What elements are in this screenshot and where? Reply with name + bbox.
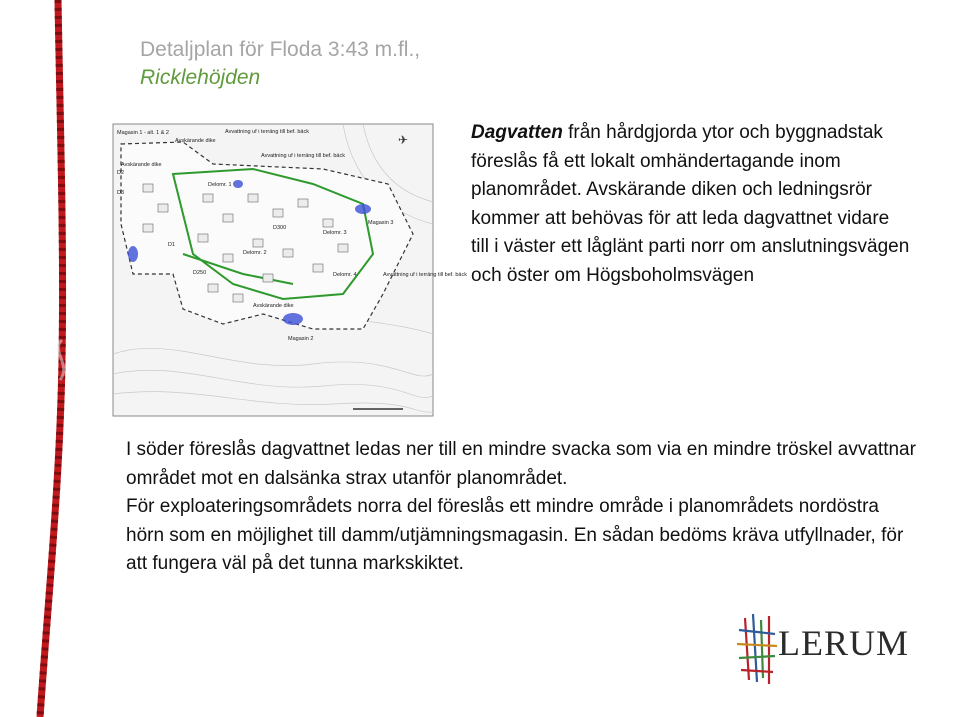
north-arrow-icon: ✈	[398, 133, 409, 147]
map-label: D2	[117, 170, 125, 176]
paragraph-north: För exploateringsområdets norra del föreslås ett mindre område i planområdets nordöstra hörn som en möjlighet till damm/utjämningsmagasin. En sådan bedöms kräva utfyllnader, för att fungera väl på det tunna markskiktet.	[126, 496, 904, 574]
map-label: D3	[117, 190, 125, 196]
map-label: Avskärande dike	[253, 303, 294, 309]
map-label: D300	[273, 225, 287, 231]
map-label: Magasin 3	[368, 220, 394, 226]
dagvatten-heading: Dagvatten	[471, 122, 563, 143]
bottom-description	[126, 436, 916, 579]
map-label: Delomr. 4	[333, 272, 357, 278]
detail-plan-map	[113, 124, 467, 416]
map-label: Avvattning uf i terräng till bef. bäck	[383, 272, 467, 278]
paragraph-south: I söder föreslås dagvattnet ledas ner till en mindre svacka som via en mindre tröskel avvattnar området mot en dalsänka strax utanför planområdet.	[126, 439, 916, 489]
map-label: Magasin 1 - alt. 1 & 2	[117, 130, 169, 136]
map-label: Delomr. 1	[208, 182, 232, 188]
map-label: Avskärande dike	[175, 138, 216, 144]
map-label: D250	[193, 270, 207, 276]
slide-title	[140, 36, 420, 92]
map-label: Delomr. 3	[323, 230, 347, 236]
map-label: Avskärande dike	[121, 162, 162, 168]
title-line-1: Detaljplan för Floda 3:43 m.fl.,	[140, 38, 421, 61]
map-label: Avvattning uf i terräng till bef. bäck	[261, 153, 345, 159]
map-label: D1	[168, 242, 176, 248]
map-label: Avvattning uf i terräng till bef. bäck	[225, 129, 309, 135]
lerum-logo-text: LERUM	[778, 623, 909, 663]
title-line-2: Ricklehöjden	[140, 66, 261, 89]
dagvatten-description	[471, 119, 911, 290]
red-rope-decoration	[0, 0, 80, 717]
dagvatten-body: från hårdgjorda ytor och byggnadstak föreslås få ett lokalt omhändertagande inom planområdet. Avskärande diken och ledningsrör kommer att behövas för att leda dagvattnet vidare till i väster ett låglänt parti norr om anslutningsvägen och öster om Högsboholmsvägen	[471, 122, 910, 286]
map-label: Delomr. 2	[243, 250, 267, 256]
map-label: Magasin 2	[288, 336, 314, 342]
